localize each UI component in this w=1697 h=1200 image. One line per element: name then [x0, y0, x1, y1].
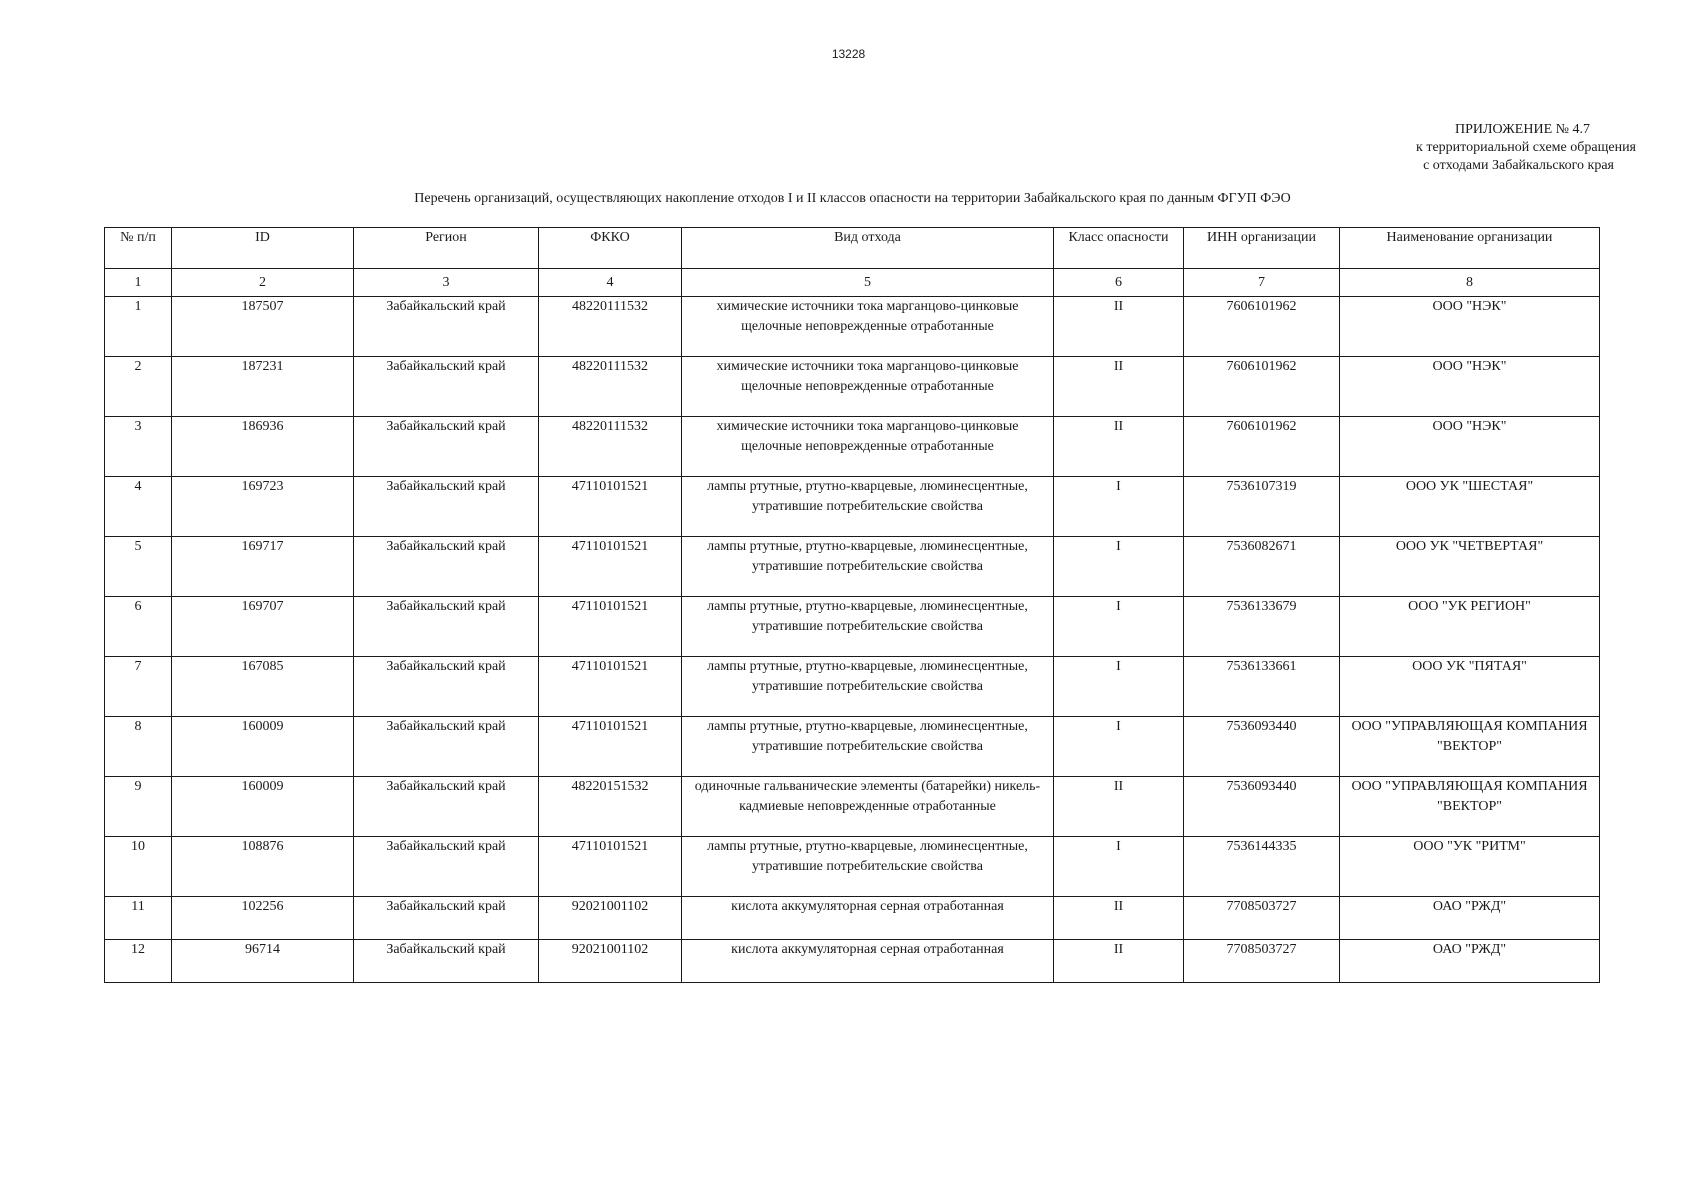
id-cell: 160009	[172, 717, 354, 777]
hazard-class-cell: II	[1054, 897, 1184, 940]
row-number-cell: 2	[105, 357, 172, 417]
hazard-class-cell: I	[1054, 837, 1184, 897]
hazard-class-cell: I	[1054, 717, 1184, 777]
column-number: 5	[682, 269, 1054, 297]
table-row	[105, 717, 1600, 777]
column-number: 7	[1184, 269, 1340, 297]
row-number-cell: 11	[105, 897, 172, 940]
row-number-cell: 10	[105, 837, 172, 897]
header-fkko: ФККО	[539, 228, 682, 269]
id-cell: 186936	[172, 417, 354, 477]
id-cell: 96714	[172, 940, 354, 983]
column-number: 3	[354, 269, 539, 297]
fkko-cell: 47110101521	[539, 537, 682, 597]
table-row	[105, 657, 1600, 717]
hazard-class-cell: II	[1054, 940, 1184, 983]
organization-name-cell: ООО УК "ЧЕТВЕРТАЯ"	[1340, 537, 1600, 597]
row-number-cell: 7	[105, 657, 172, 717]
appendix-header	[1240, 121, 1640, 175]
id-cell: 102256	[172, 897, 354, 940]
organization-name-cell: ОАО "РЖД"	[1340, 897, 1600, 940]
fkko-cell: 48220111532	[539, 417, 682, 477]
inn-cell: 7708503727	[1184, 897, 1340, 940]
organization-name-cell: ООО УК "ШЕСТАЯ"	[1340, 477, 1600, 537]
table-row	[105, 897, 1600, 940]
waste-type-cell: кислота аккумуляторная серная отработанная	[682, 940, 1054, 983]
id-cell: 160009	[172, 777, 354, 837]
fkko-cell: 47110101521	[539, 717, 682, 777]
id-cell: 187507	[172, 297, 354, 357]
appendix-title: ПРИЛОЖЕНИЕ № 4.7	[1455, 122, 1590, 137]
fkko-cell: 47110101521	[539, 837, 682, 897]
table-body	[105, 269, 1600, 983]
hazard-class-cell: I	[1054, 537, 1184, 597]
waste-type-cell: лампы ртутные, ртутно-кварцевые, люминесцентные, утратившие потребительские свойства	[682, 837, 1054, 897]
inn-cell: 7536133679	[1184, 597, 1340, 657]
hazard-class-cell: II	[1054, 417, 1184, 477]
id-cell: 167085	[172, 657, 354, 717]
region-cell: Забайкальский край	[354, 477, 539, 537]
inn-cell: 7606101962	[1184, 297, 1340, 357]
row-number-cell: 4	[105, 477, 172, 537]
hazard-class-cell: I	[1054, 657, 1184, 717]
row-number-cell: 3	[105, 417, 172, 477]
row-number-cell: 8	[105, 717, 172, 777]
organization-name-cell: ООО УК "ПЯТАЯ"	[1340, 657, 1600, 717]
waste-type-cell: лампы ртутные, ртутно-кварцевые, люминесцентные, утратившие потребительские свойства	[682, 597, 1054, 657]
table-row	[105, 597, 1600, 657]
region-cell: Забайкальский край	[354, 297, 539, 357]
column-number: 4	[539, 269, 682, 297]
column-number: 2	[172, 269, 354, 297]
organization-name-cell: ООО "УПРАВЛЯЮЩАЯ КОМПАНИЯ "ВЕКТОР"	[1340, 777, 1600, 837]
fkko-cell: 48220111532	[539, 357, 682, 417]
inn-cell: 7536107319	[1184, 477, 1340, 537]
row-number-cell: 12	[105, 940, 172, 983]
region-cell: Забайкальский край	[354, 940, 539, 983]
header-waste-type: Вид отхода	[682, 228, 1054, 269]
table-row	[105, 297, 1600, 357]
table-row	[105, 357, 1600, 417]
waste-type-cell: кислота аккумуляторная серная отработанная	[682, 897, 1054, 940]
waste-type-cell: одиночные гальванические элементы (батарейки) никель-кадмиевые неповрежденные отработанные	[682, 777, 1054, 837]
table-row	[105, 777, 1600, 837]
fkko-cell: 47110101521	[539, 477, 682, 537]
organization-name-cell: ООО "УК РЕГИОН"	[1340, 597, 1600, 657]
column-number-row	[105, 269, 1600, 297]
row-number-cell: 5	[105, 537, 172, 597]
region-cell: Забайкальский край	[354, 417, 539, 477]
hazard-class-cell: I	[1054, 477, 1184, 537]
header-hazard-class: Класс опасности	[1054, 228, 1184, 269]
inn-cell: 7536082671	[1184, 537, 1340, 597]
id-cell: 169717	[172, 537, 354, 597]
id-cell: 169723	[172, 477, 354, 537]
appendix-subtitle-line-2: с отходами Забайкальского края	[1423, 158, 1614, 173]
row-number-cell: 6	[105, 597, 172, 657]
table-row	[105, 940, 1600, 983]
header-inn: ИНН организации	[1184, 228, 1340, 269]
region-cell: Забайкальский край	[354, 357, 539, 417]
hazard-class-cell: II	[1054, 357, 1184, 417]
region-cell: Забайкальский край	[354, 897, 539, 940]
table-row	[105, 417, 1600, 477]
fkko-cell: 47110101521	[539, 597, 682, 657]
waste-type-cell: химические источники тока марганцово-цинковые щелочные неповрежденные отработанные	[682, 357, 1054, 417]
fkko-cell: 92021001102	[539, 897, 682, 940]
fkko-cell: 48220151532	[539, 777, 682, 837]
id-cell: 187231	[172, 357, 354, 417]
inn-cell: 7536093440	[1184, 777, 1340, 837]
row-number-cell: 1	[105, 297, 172, 357]
region-cell: Забайкальский край	[354, 597, 539, 657]
region-cell: Забайкальский край	[354, 777, 539, 837]
waste-type-cell: лампы ртутные, ртутно-кварцевые, люминесцентные, утратившие потребительские свойства	[682, 657, 1054, 717]
waste-type-cell: лампы ртутные, ртутно-кварцевые, люминесцентные, утратившие потребительские свойства	[682, 537, 1054, 597]
inn-cell: 7606101962	[1184, 417, 1340, 477]
column-number: 8	[1340, 269, 1600, 297]
waste-type-cell: химические источники тока марганцово-цинковые щелочные неповрежденные отработанные	[682, 297, 1054, 357]
inn-cell: 7606101962	[1184, 357, 1340, 417]
hazard-class-cell: II	[1054, 297, 1184, 357]
document-title: Перечень организаций, осуществляющих накопление отходов I и II классов опасности на территории Забайкальского края по данным ФГУП ФЭО	[414, 191, 1291, 206]
organization-name-cell: ООО "НЭК"	[1340, 417, 1600, 477]
id-cell: 108876	[172, 837, 354, 897]
table-header-row	[105, 228, 1600, 269]
table-row	[105, 537, 1600, 597]
page-number: 13228	[831, 47, 866, 61]
organization-name-cell: ООО "УПРАВЛЯЮЩАЯ КОМПАНИЯ "ВЕКТОР"	[1340, 717, 1600, 777]
waste-type-cell: химические источники тока марганцово-цинковые щелочные неповрежденные отработанные	[682, 417, 1054, 477]
table-row	[105, 477, 1600, 537]
row-number-cell: 9	[105, 777, 172, 837]
organization-name-cell: ООО "УК "РИТМ"	[1340, 837, 1600, 897]
region-cell: Забайкальский край	[354, 837, 539, 897]
column-number: 1	[105, 269, 172, 297]
header-region: Регион	[354, 228, 539, 269]
inn-cell: 7536133661	[1184, 657, 1340, 717]
organization-name-cell: ОАО "РЖД"	[1340, 940, 1600, 983]
header-organization-name: Наименование организации	[1340, 228, 1600, 269]
header-row-number: № п/п	[105, 228, 172, 269]
id-cell: 169707	[172, 597, 354, 657]
fkko-cell: 47110101521	[539, 657, 682, 717]
waste-organizations-table	[104, 227, 1600, 983]
hazard-class-cell: II	[1054, 777, 1184, 837]
waste-type-cell: лампы ртутные, ртутно-кварцевые, люминесцентные, утратившие потребительские свойства	[682, 477, 1054, 537]
organization-name-cell: ООО "НЭК"	[1340, 357, 1600, 417]
inn-cell: 7536093440	[1184, 717, 1340, 777]
fkko-cell: 92021001102	[539, 940, 682, 983]
hazard-class-cell: I	[1054, 597, 1184, 657]
region-cell: Забайкальский край	[354, 717, 539, 777]
waste-type-cell: лампы ртутные, ртутно-кварцевые, люминесцентные, утратившие потребительские свойства	[682, 717, 1054, 777]
inn-cell: 7708503727	[1184, 940, 1340, 983]
fkko-cell: 48220111532	[539, 297, 682, 357]
inn-cell: 7536144335	[1184, 837, 1340, 897]
header-id: ID	[172, 228, 354, 269]
organization-name-cell: ООО "НЭК"	[1340, 297, 1600, 357]
table-row	[105, 837, 1600, 897]
appendix-subtitle-line-1: к территориальной схеме обращения	[1416, 140, 1636, 155]
region-cell: Забайкальский край	[354, 537, 539, 597]
column-number: 6	[1054, 269, 1184, 297]
region-cell: Забайкальский край	[354, 657, 539, 717]
